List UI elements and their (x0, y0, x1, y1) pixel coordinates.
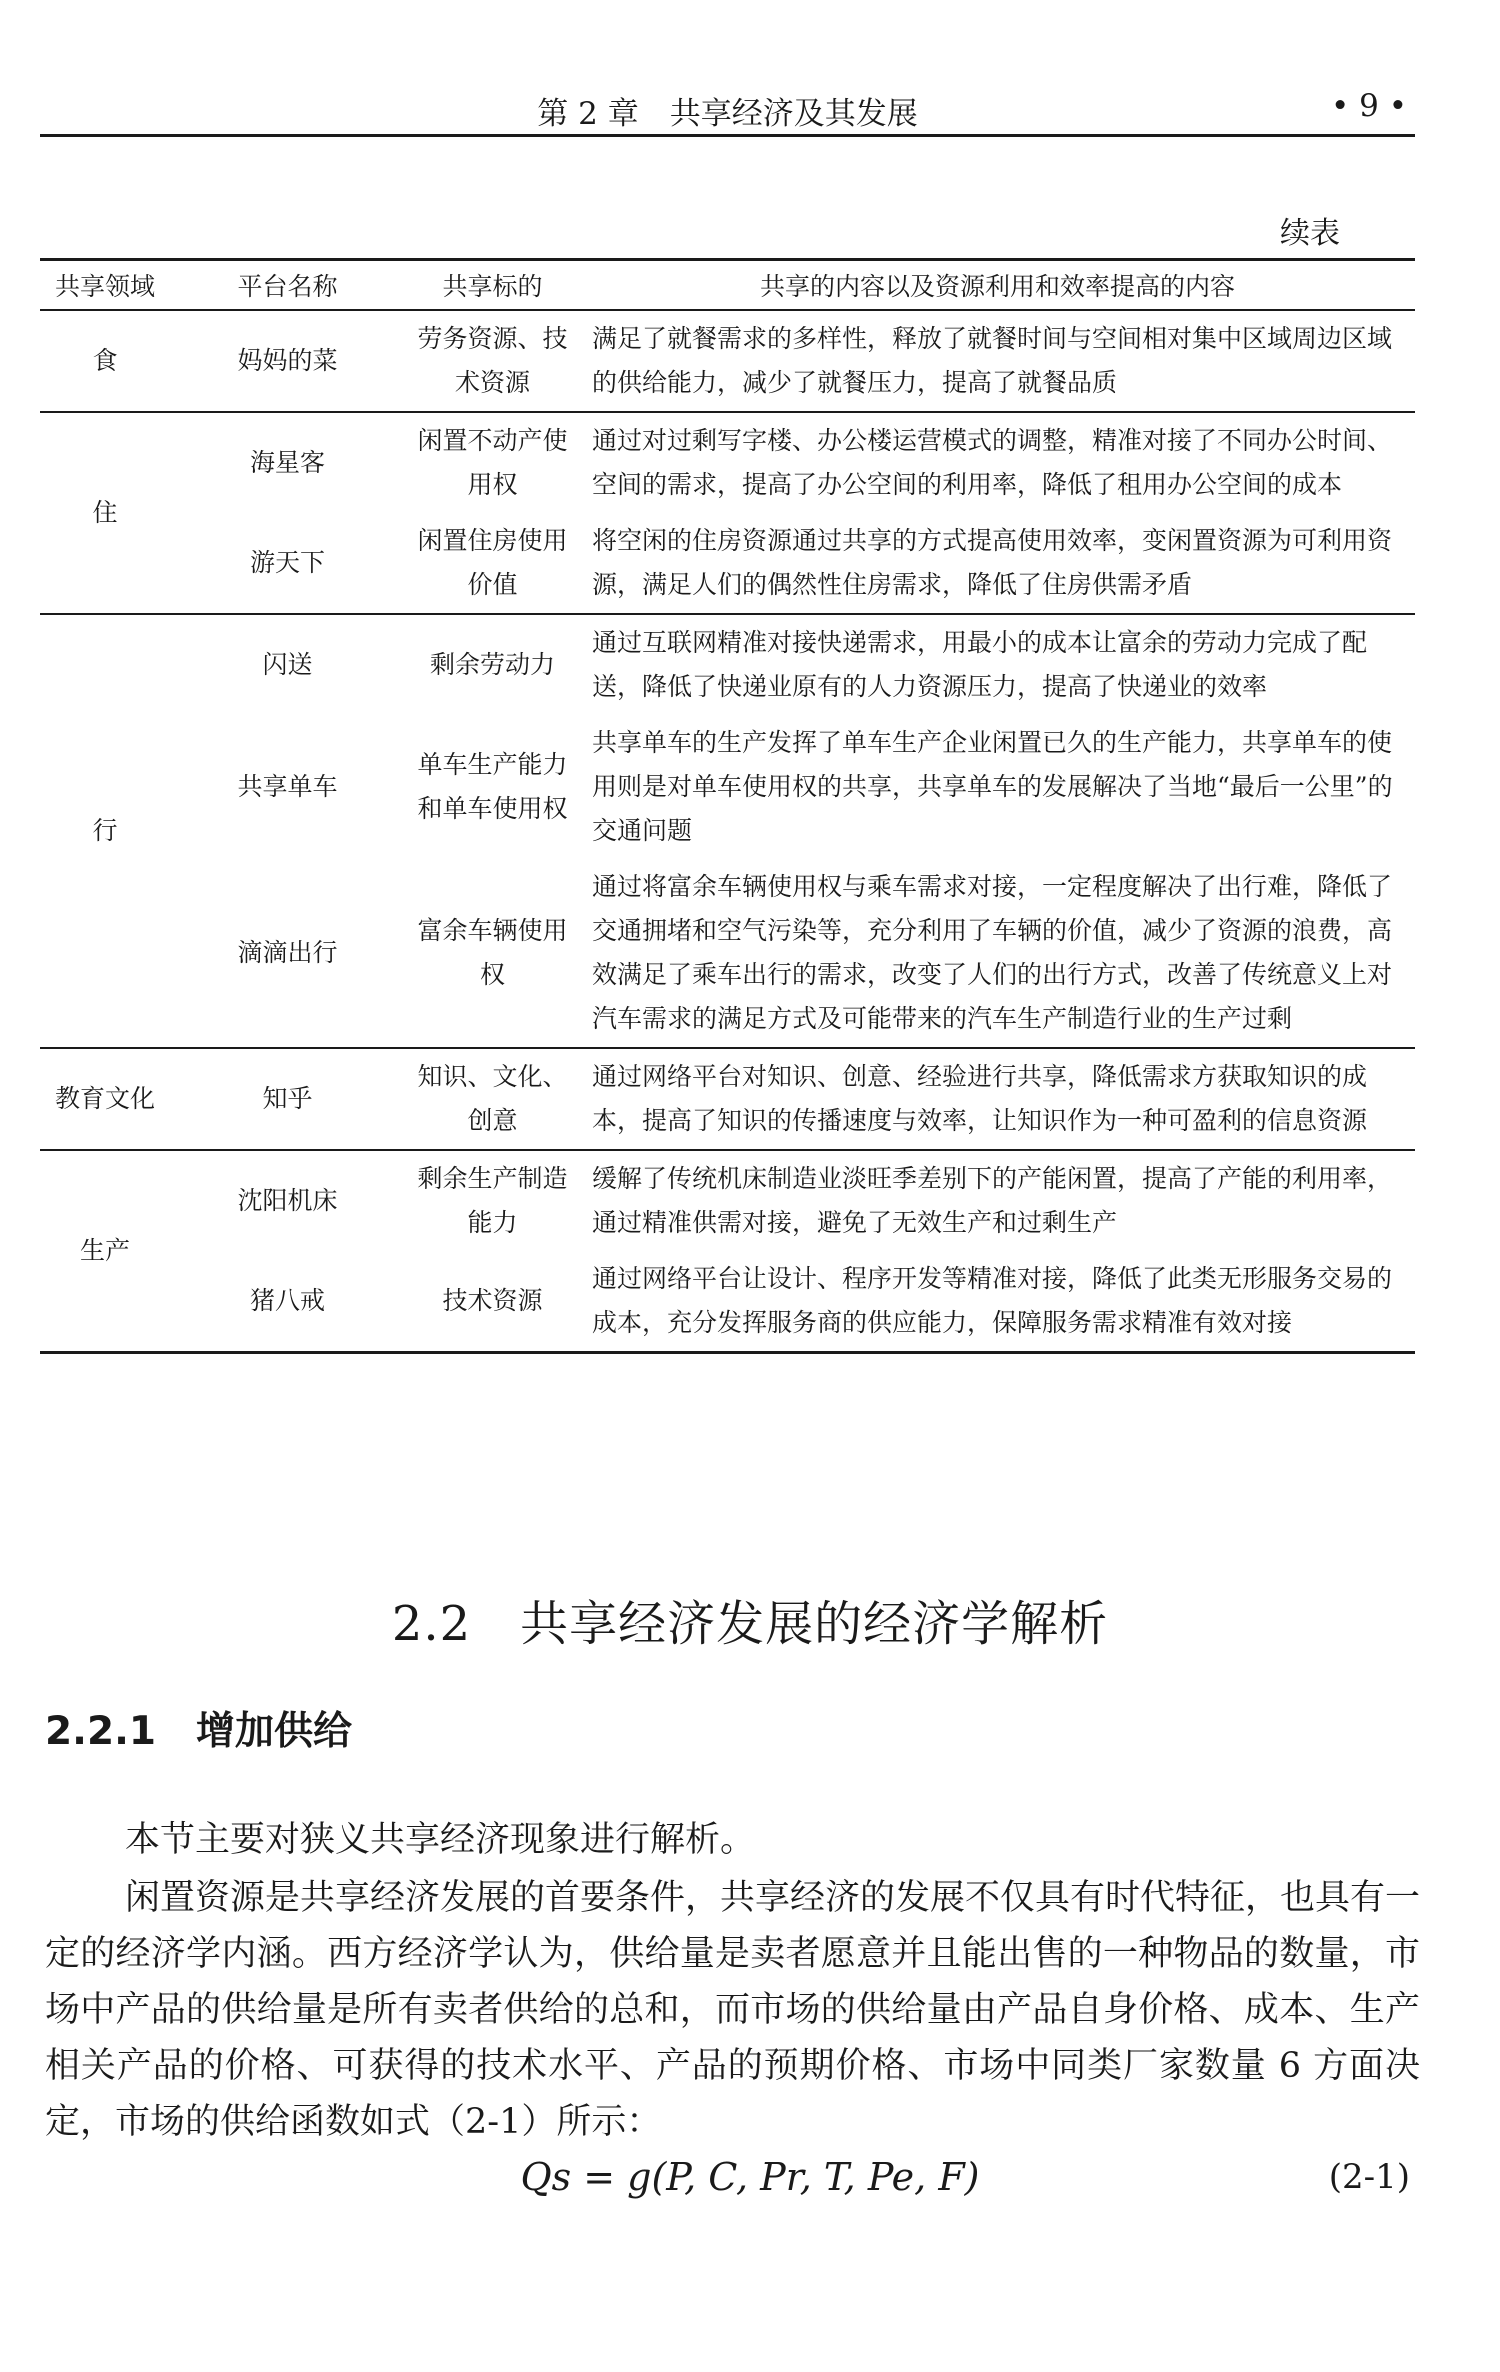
content-cell: 通过互联网精准对接快递需求，用最小的成本让富余的劳动力完成了配送，降低了快递业原有的人力资源压力，提高了快递业的效率 (592, 628, 1368, 701)
platform-cell: 游天下 (170, 513, 405, 614)
table-row (40, 715, 1415, 859)
column-header: 共享领域 (40, 260, 170, 311)
domain-cell: 住 (40, 412, 170, 614)
table-row (40, 614, 1415, 715)
body-paragraph: 本节主要对狭义共享经济现象进行解析。 (125, 1820, 756, 1860)
object-cell: 劳务资源、技术资源 (405, 310, 580, 412)
content-cell: 缓解了传统机床制造业淡旺季差别下的产能闲置，提高了产能的利用率，通过精准供需对接，避免了无效生产和过剩生产 (592, 1164, 1393, 1237)
object-cell: 剩余劳动力 (429, 650, 555, 679)
content-cell: 通过对过剩写字楼、办公楼运营模式的调整，精准对接了不同办公时间、空间的需求，提高了办公空间的利用率，降低了租用办公空间的成本 (592, 426, 1393, 499)
subsection-heading (45, 1700, 352, 1756)
column-header: 共享标的 (405, 260, 580, 311)
platform-cell: 滴滴出行 (170, 859, 405, 1048)
content-cell: 满足了就餐需求的多样性，释放了就餐时间与空间相对集中区域周边区域的供给能力，减少了就餐压力，提高了就餐品质 (580, 310, 1415, 412)
domain-cell: 教育文化 (40, 1048, 170, 1150)
domain-cell: 生产 (40, 1150, 170, 1353)
platform-cell: 共享单车 (237, 772, 338, 801)
platform-cell: 知乎 (170, 1048, 405, 1150)
content-cell: 通过网络平台对知识、创意、经验进行共享，降低需求方获取知识的成本，提高了知识的传播速度与效率，让知识作为一种可盈利的信息资源 (580, 1048, 1415, 1150)
table-row (40, 1048, 1415, 1150)
running-header (40, 88, 1415, 137)
table-header-row (40, 260, 1415, 311)
column-header: 平台名称 (170, 260, 405, 311)
table-row (40, 310, 1415, 412)
content-cell: 通过将富余车辆使用权与乘车需求对接，一定程度解决了出行难，降低了交通拥堵和空气污染等，充分利用了车辆的价值，减少了资源的浪费，高效满足了乘车出行的需求，改变了人们的出行方式，改善了传统意义上对汽车需求的满足方式及可能带来的汽车生产制造行业的生产过剩 (580, 859, 1415, 1048)
sharing-platforms-table (40, 258, 1415, 1354)
content-cell: 共享单车的生产发挥了单车生产企业闲置已久的生产能力，共享单车的使用则是对单车使用权的共享，共享单车的发展解决了当地“最后一公里”的交通问题 (592, 728, 1393, 845)
equation-expression: Qs = g(P, C, Pr, T, Pe, F) (520, 2155, 980, 2199)
equation (0, 2155, 1500, 2215)
object-cell: 技术资源 (405, 1251, 580, 1353)
object-cell: 闲置不动产使用权 (417, 426, 568, 499)
table-row (40, 1150, 1415, 1251)
domain-cell: 食 (40, 310, 170, 412)
equation-number: (2-1) (1328, 2157, 1410, 2197)
table-continued-label: 续表 (1280, 216, 1340, 251)
domain-cell: 行 (40, 614, 170, 1048)
content-cell: 将空闲的住房资源通过共享的方式提高使用效率，变闲置资源为可利用资源，满足人们的偶然性住房需求，降低了住房供需矛盾 (580, 513, 1415, 614)
platform-cell: 妈妈的菜 (170, 310, 405, 412)
object-cell: 剩余生产制造能力 (417, 1164, 568, 1237)
platform-cell: 猪八戒 (170, 1251, 405, 1353)
chapter-title: 第 2 章 共享经济及其发展 (537, 96, 918, 132)
subsection-number: 2.2.1 (45, 1709, 157, 1754)
object-cell: 闲置住房使用价值 (405, 513, 580, 614)
table-row (40, 1251, 1415, 1353)
section-heading: 2.2 共享经济发展的经济学解析 (391, 1596, 1109, 1652)
table-row (40, 412, 1415, 513)
subsection-title: 增加供给 (196, 1709, 353, 1754)
table-row (40, 513, 1415, 614)
page-number: • 9 • (1330, 88, 1407, 124)
body-paragraph: 闲置资源是共享经济发展的首要条件，共享经济的发展不仅具有时代特征，也具有一定的经济学内涵。西方经济学认为，供给量是卖者愿意并且能出售的一种物品的数量，市场中产品的供给量是所有卖者供给的总和，而市场的供给量由产品自身价格、成本、生产相关产品的价格、可获得的技术水平、产品的预期价格、市场中同类厂家数量 6 方面决定，市场的供给函数如式（2-1）所示： (45, 1878, 1421, 2142)
table-row (40, 859, 1415, 1048)
column-header: 共享的内容以及资源利用和效率提高的内容 (580, 260, 1415, 311)
platform-cell: 闪送 (262, 650, 313, 679)
platform-cell: 海星客 (249, 448, 325, 477)
object-cell: 知识、文化、创意 (405, 1048, 580, 1150)
platform-cell: 沈阳机床 (237, 1186, 338, 1215)
object-cell: 单车生产能力和单车使用权 (417, 750, 568, 823)
content-cell: 通过网络平台让设计、程序开发等精准对接，降低了此类无形服务交易的成本，充分发挥服务商的供应能力，保障服务需求精准有效对接 (580, 1251, 1415, 1353)
object-cell: 富余车辆使用权 (405, 859, 580, 1048)
